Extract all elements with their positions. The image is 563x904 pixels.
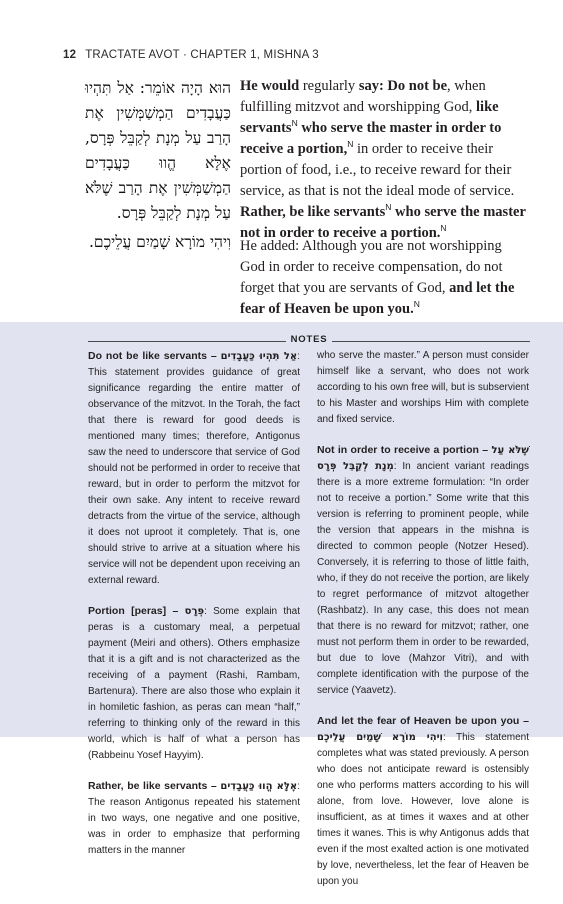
- note-marker: N: [291, 118, 298, 129]
- note-item: [88, 603, 300, 764]
- notes-panel: [0, 322, 563, 887]
- note-continuation: who serve the master.” A person must consider himself like a servant, who does not work according to his own free will, but is subservient to his Master and worships Him with complete and fixed service.: [317, 350, 529, 425]
- note-body: : This statement provides guidance of great significance regarding the entire matter of observance of the mitzvot. In the Torah, the fact that there is reward for good deeds is mentioned many times; therefore, Antigonus saw the need to underscore that service of God should not be performed in order to receive that reward, but in order to perform the mitzvot for their own sake. Any intent to receive reward detracts from the virtue of the service, although it does not uproot it completely. That is, one should strive to arrive at a situation where his service will not be dependent upon receiving an external reward.: [88, 351, 300, 586]
- text-run: , when fulfilling mitzvot and worshipping God,: [240, 78, 486, 115]
- note-hebrew-lemma: שֶׁלֹּא עַל מְנָת לְקַבֵּל פְּרָס: [317, 445, 529, 472]
- bold-text-run: and let the fear of Heaven be upon you.: [240, 280, 515, 317]
- note-heading: Portion [peras] –: [88, 605, 185, 617]
- bold-text-run: Rather, be like servants: [240, 204, 386, 220]
- running-title: TRACTATE AVOT · CHAPTER 1, MISHNA 3: [85, 49, 319, 61]
- note-hebrew-lemma: פְּרָס: [184, 606, 205, 617]
- text-run: regularly: [299, 78, 359, 94]
- english-translation-paragraph-2: [240, 236, 530, 320]
- note-hebrew-lemma: וִיהִי מוֹרָא שָׁמַיִם עֲלֵיכֶם: [317, 732, 443, 743]
- bold-text-run: say: Do not be: [358, 78, 448, 94]
- english-translation-paragraph: [240, 76, 530, 244]
- note-body: : In ancient variant readings there is a more extreme formulation: “In order not to receive a portion.” Some write that this version is referring to prominent people, while the version that appears in the mishna is directed to common people (Notzer Hesed). Conversely, it is referring to those of little faith, who, if they do not receive the portion, are likely to regret performance of mitzvot altogether (Rashbatz). In any case, this does not mean that there is no reward for mitzvot; rather, one must not perform them in order to be rewarded, but due to love (Mahzor Vitri), and with complete identification with the purpose of the service (Yaavetz).: [317, 461, 529, 696]
- bold-text-run: He would: [240, 78, 300, 94]
- note-heading: Not in order to receive a portion –: [317, 444, 492, 456]
- notes-column-right: [317, 348, 529, 904]
- text-run: He added: Although you are not worshipping God in order to receive compensation, do not forget that you are servants of God,: [240, 238, 503, 296]
- note-body: : The reason Antigonus repeated his statement in two ways, one negative and one positive, was in order to emphasize that performing matters in the manner: [88, 781, 300, 856]
- hebrew-mishna-text-2: וִיהִי מוֹרָא שָׁמַיִם עֲלֵיכֶם.: [88, 233, 231, 251]
- note-hebrew-lemma: אֶלָּא הֱווּ כַּעֲבָדִים: [220, 781, 298, 792]
- page-number: 12: [63, 49, 77, 61]
- main-text-area: [0, 0, 563, 322]
- note-hebrew-lemma: אַל תִּהְיוּ כַּעֲבָדִים: [220, 351, 298, 362]
- note-marker: N: [413, 299, 420, 310]
- hebrew-mishna-text: הוּא הָיָה אוֹמֵר: אַל תִּהְיוּ כַּעֲבָדִים הַמְשַׁמְּשִׁין אֶת הָרַב עַל מְנָת לְקַבֵּל פְּרָס, אֶלָּא הֱווּ כַּעֲבָדִים הַמְשַׁמְּשִׁין אֶת הָרַב שֶׁלֹּא עַל מְנָת לְקַבֵּל פְּרָס.: [85, 79, 231, 222]
- bold-text-run: who serve the master in order to receive a portion,: [240, 120, 502, 157]
- note-marker: N: [385, 202, 392, 213]
- notes-heading-row: [88, 334, 530, 348]
- note-body: : This statement completes what was stated previously. A person who does not anticipate reward is ostensibly one who performs matters according to his will alone, from love. However, love alone is insufficient, as at times it waxes and at other times it wanes. This is why Antigonus adds that even if the most exalted action is one motivated by love, nevertheless, let the fear of Heaven be upon you: [317, 732, 529, 887]
- note-heading: Rather, be like servants –: [88, 780, 221, 792]
- note-marker: N: [347, 139, 354, 150]
- bold-text-run: like servants: [240, 99, 499, 136]
- bold-text-run: who serve the master not in order to receive a portion.: [240, 204, 526, 241]
- notes-title: NOTES: [290, 334, 328, 345]
- note-item: [317, 713, 529, 890]
- note-marker: N: [440, 223, 447, 234]
- note-heading: And let the fear of Heaven be upon you –: [317, 715, 529, 727]
- note-heading: Do not be like servants –: [88, 350, 221, 362]
- text-run: in order to receive their portion of food, i.e., to receive reward for their service, as that is not the ideal mode of service.: [240, 141, 515, 199]
- note-body: : Some explain that peras is a customary meal, a perpetual payment (Meiri and others). Others emphasize that it is a gift and is not characterized as the receiving of a payment (Rashi, Rambam, Bartenura). There are also those who explain it in homiletic fashion, as peras can mean “half,” referring to thinking only of the reward in this world, which is half of what a person has (Rabbeinu Yosef Hayyim).: [88, 606, 300, 761]
- note-item: [88, 778, 300, 859]
- note-item: [317, 442, 529, 699]
- notes-column-left: [88, 348, 300, 873]
- note-item: [88, 348, 300, 589]
- divider-rule-right: [332, 341, 530, 342]
- running-head: [63, 49, 319, 61]
